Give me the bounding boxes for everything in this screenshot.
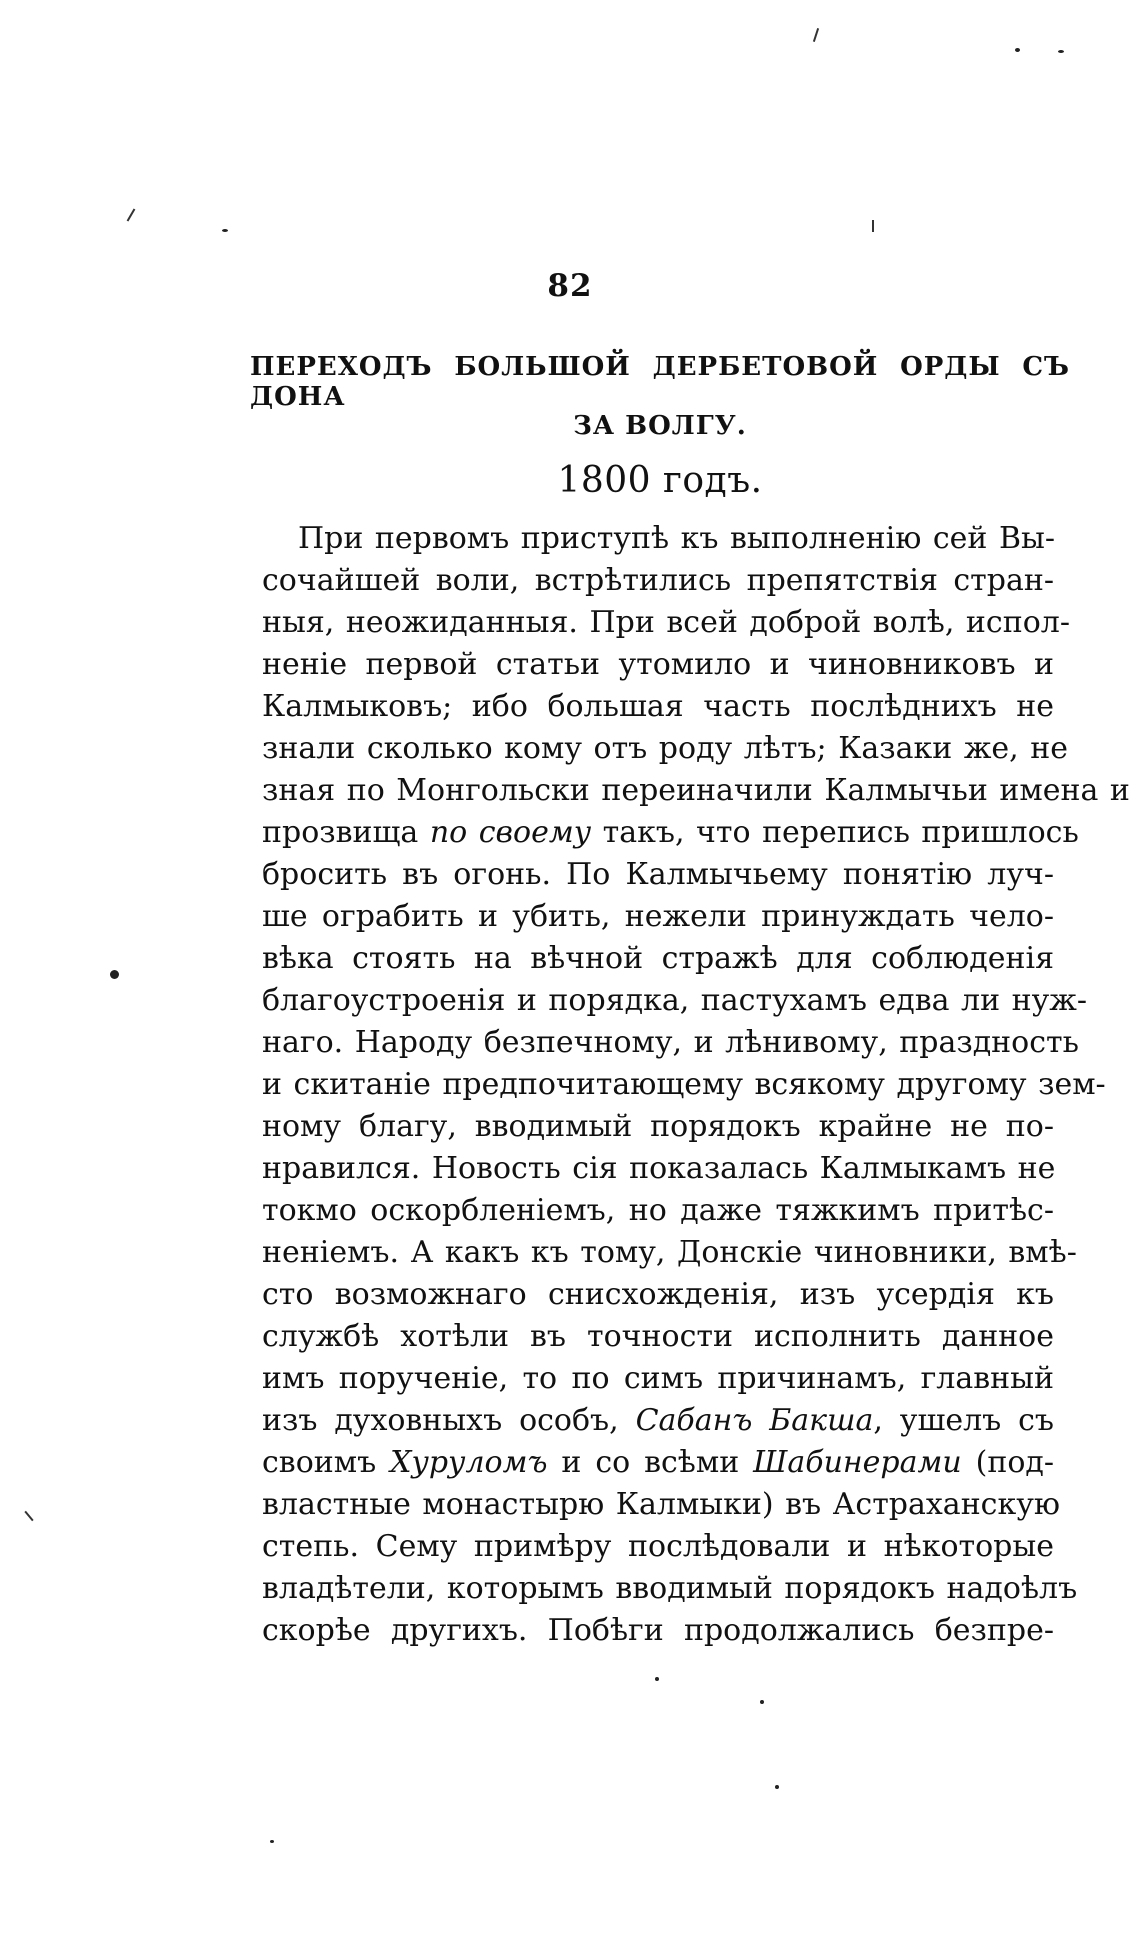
text-run: степь. Сему примѣру послѣдовали и нѣкоторые — [262, 1529, 1054, 1564]
scan-mark — [872, 220, 874, 232]
page-number: 82 — [547, 268, 593, 304]
text-line — [262, 1148, 1054, 1190]
text-run: При первомъ приступѣ къ выполненію сей Вы- — [298, 521, 1056, 556]
text-line — [262, 980, 1088, 1022]
text-run: и со всѣми — [547, 1445, 754, 1480]
scan-speck — [775, 1785, 779, 1789]
body-text — [262, 518, 1130, 1652]
text-run: неніемъ. А какъ къ тому, Донскіе чиновники, вмѣ- — [262, 1235, 1077, 1270]
text-run: (под- — [961, 1445, 1054, 1480]
text-run: властные монастырю Калмыки) въ Астраханскую — [262, 1487, 1061, 1522]
text-line — [262, 812, 1079, 854]
text-run: изъ духовныхъ особъ, — [262, 1403, 636, 1438]
scan-mark — [127, 208, 136, 221]
chapter-heading-line-1: ПЕРЕХОДЪ БОЛЬШОЙ ДЕРБЕТОВОЙ ОРДЫ СЪ ДОНА — [250, 352, 1070, 412]
text-run: сто возможнаго снисхожденія, изъ усердія къ — [262, 1277, 1054, 1312]
text-run: зная по Монгольски переиначили Калмычьи имена и — [262, 773, 1130, 808]
text-line — [262, 1610, 1054, 1652]
text-run: наго. Народу безпечному, и лѣнивому, праздность — [262, 1025, 1079, 1060]
text-run: Калмыковъ; ибо большая часть послѣднихъ не — [262, 689, 1054, 724]
italic-term: Хуруломъ — [390, 1445, 548, 1480]
text-line — [262, 1484, 1061, 1526]
text-run: владѣтели, которымъ вводимый порядокъ надоѣлъ — [262, 1571, 1078, 1606]
text-run: такъ, что перепись пришлось — [591, 815, 1079, 850]
scan-speck — [655, 1677, 659, 1681]
text-run: ше ограбить и убить, нежели принуждать чело- — [262, 899, 1054, 934]
text-run: и скитаніе предпочитающему всякому другому зем- — [262, 1067, 1106, 1102]
text-line — [262, 686, 1054, 728]
text-line — [262, 1022, 1079, 1064]
text-run: своимъ — [262, 1445, 391, 1480]
text-run: службѣ хотѣли въ точности исполнить данное — [262, 1319, 1054, 1354]
text-run: прозвища — [262, 815, 430, 850]
scan-speck — [110, 970, 119, 979]
text-line — [262, 1232, 1077, 1274]
text-line — [262, 1526, 1054, 1568]
text-run: нравился. Новость сія показалась Калмыкамъ не — [262, 1151, 1056, 1186]
text-line — [262, 602, 1070, 644]
text-run: , ушелъ съ — [873, 1403, 1055, 1438]
text-line — [262, 1442, 1054, 1484]
text-run: знали сколько кому отъ роду лѣтъ; Казаки же, не — [262, 731, 1069, 766]
scan-speck — [270, 1840, 274, 1843]
scan-speck — [1015, 48, 1020, 52]
italic-term: Шабинерами — [753, 1445, 962, 1480]
scan-speck — [222, 229, 228, 232]
text-run: благоустроенія и порядка, пастухамъ едва ли нуж- — [262, 983, 1088, 1018]
scan-mark — [24, 1511, 33, 1521]
text-line — [262, 770, 1130, 812]
text-run: ному благу, вводимый порядокъ крайне не по- — [262, 1109, 1054, 1144]
text-line — [262, 1316, 1054, 1358]
text-line — [262, 560, 1054, 602]
scan-speck — [760, 1700, 764, 1704]
text-line — [262, 1400, 1054, 1442]
italic-term: Сабанъ Бакша — [635, 1403, 874, 1438]
text-run: сочайшей воли, встрѣтились препятствія стран- — [262, 563, 1054, 598]
text-run: неніе первой статьи утомило и чиновниковъ и — [262, 647, 1054, 682]
year-heading: 1800 годъ. — [557, 460, 763, 501]
scan-mark — [813, 28, 819, 42]
text-run: скорѣе другихъ. Побѣги продолжались безпре- — [262, 1613, 1054, 1648]
text-line — [262, 1568, 1078, 1610]
text-line — [262, 644, 1054, 686]
text-line — [262, 1064, 1106, 1106]
text-run: вѣка стоять на вѣчной стражѣ для соблюденія — [262, 941, 1054, 976]
scan-speck — [1058, 50, 1064, 53]
text-line — [262, 938, 1054, 980]
text-line — [262, 1106, 1054, 1148]
text-run: бросить въ огонь. По Калмычьему понятію луч- — [262, 857, 1054, 892]
text-line — [262, 1358, 1054, 1400]
italic-term: по своему — [429, 815, 592, 850]
text-line — [262, 1274, 1054, 1316]
chapter-heading-line-2: ЗА ВОЛГУ. — [573, 411, 747, 441]
text-line — [262, 1190, 1054, 1232]
text-line — [262, 518, 1054, 560]
text-run: токмо оскорбленіемъ, но даже тяжкимъ притѣс- — [262, 1193, 1054, 1228]
text-run: ныя, неожиданныя. При всей доброй волѣ, испол- — [262, 605, 1070, 640]
text-line — [262, 728, 1069, 770]
text-line — [262, 896, 1054, 938]
text-run: имъ порученіе, то по симъ причинамъ, главный — [262, 1361, 1054, 1396]
text-line — [262, 854, 1054, 896]
